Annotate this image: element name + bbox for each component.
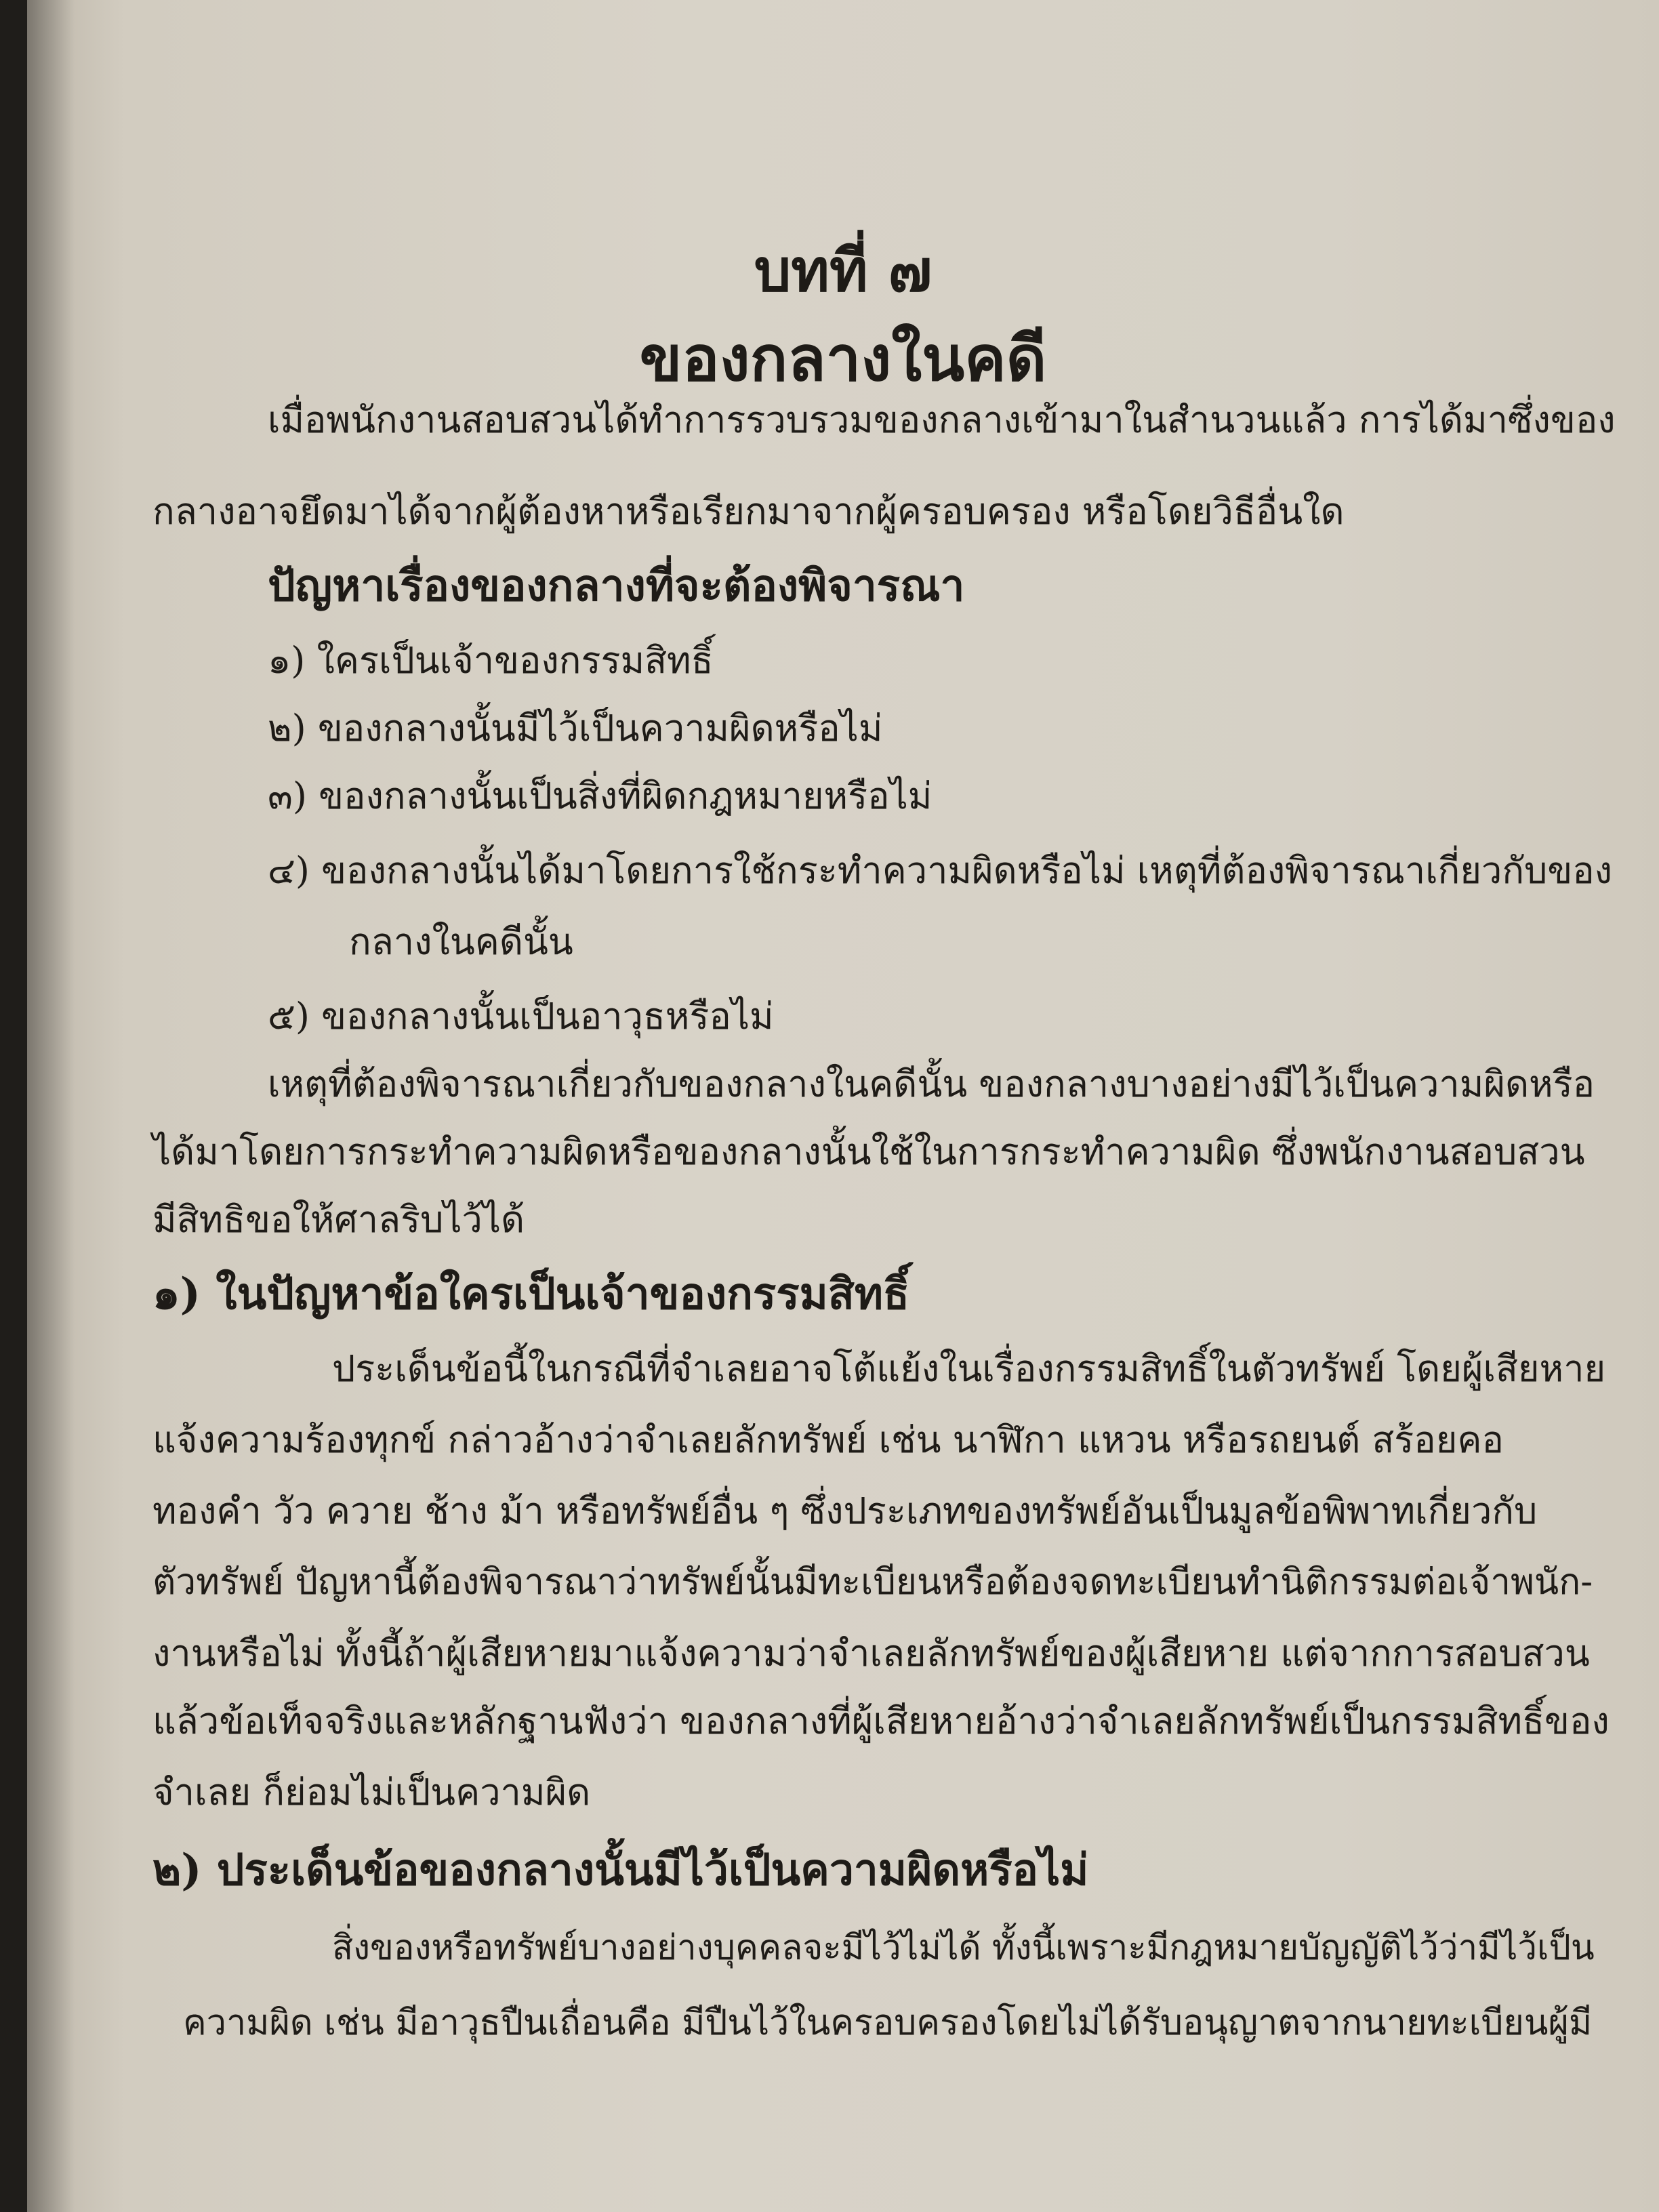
text-line: ตัวทรัพย์ ปัญหานี้ต้องพิจารณาว่าทรัพย์นั้นมีทะเบียนหรือต้องจดทะเบียนทำนิติกรรมต่อเจ้าพนัก- bbox=[152, 1561, 1593, 1603]
text-line: จำเลย ก็ย่อมไม่เป็นความผิด bbox=[152, 1771, 591, 1814]
list-item-continuation: กลางในคดีนั้น bbox=[349, 920, 573, 963]
list-item: ๕) ของกลางนั้นเป็นอาวุธหรือไม่ bbox=[268, 995, 774, 1038]
text-line: สิ่งของหรือทรัพย์บางอย่างบุคคลจะมีไว้ไม่ได้ ทั้งนี้เพราะมีกฎหมายบัญญัติไว้ว่ามีไว้เป็น bbox=[332, 1928, 1595, 1968]
chapter-title: ของกลางในคดี bbox=[639, 322, 1047, 395]
list-item: ๒) ของกลางนั้นมีไว้เป็นความผิดหรือไม่ bbox=[268, 707, 883, 750]
text-line: ประเด็นข้อนี้ในกรณีที่จำเลยอาจโต้แย้งในเรื่องกรรมสิทธิ์ในตัวทรัพย์ โดยผู้เสียหาย bbox=[332, 1347, 1606, 1390]
text-line: กลางอาจยึดมาได้จากผู้ต้องหาหรือเรียกมาจากผู้ครอบครอง หรือโดยวิธีอื่นใด bbox=[152, 490, 1345, 533]
text-line: ได้มาโดยการกระทำความผิดหรือของกลางนั้นใช้ในการกระทำความผิด ซึ่งพนักงานสอบสวน bbox=[152, 1130, 1585, 1173]
text-line: งานหรือไม่ ทั้งนี้ถ้าผู้เสียหายมาแจ้งความว่าจำเลยลักทรัพย์ของผู้เสียหาย แต่จากการสอบสวน bbox=[152, 1632, 1590, 1675]
section-heading: ๑) ในปัญหาข้อใครเป็นเจ้าของกรรมสิทธิ์ bbox=[152, 1269, 910, 1319]
text-line: แล้วข้อเท็จจริงและหลักฐานฟังว่า ของกลางที่ผู้เสียหายอ้างว่าจำเลยลักทรัพย์เป็นกรรมสิทธิ์ของ bbox=[152, 1700, 1610, 1742]
text-line: ความผิด เช่น มีอาวุธปืนเถื่อนคือ มีปืนไว้ในครอบครองโดยไม่ได้รับอนุญาตจากนายทะเบียนผู้มี bbox=[183, 2003, 1593, 2043]
section-heading: ปัญหาเรื่องของกลางที่จะต้องพิจารณา bbox=[268, 560, 965, 611]
section-heading: ๒) ประเด็นข้อของกลางนั้นมีไว้เป็นความผิดหรือไม่ bbox=[152, 1845, 1089, 1896]
list-item: ๓) ของกลางนั้นเป็นสิ่งที่ผิดกฎหมายหรือไม่ bbox=[268, 775, 933, 817]
text-line: เหตุที่ต้องพิจารณาเกี่ยวกับของกลางในคดีนั้น ของกลางบางอย่างมีไว้เป็นความผิดหรือ bbox=[268, 1063, 1595, 1105]
text-line: มีสิทธิขอให้ศาลริบไว้ได้ bbox=[152, 1198, 525, 1241]
book-page bbox=[27, 0, 1659, 2212]
list-item: ๑) ใครเป็นเจ้าของกรรมสิทธิ์ bbox=[268, 639, 714, 682]
text-line: แจ้งความร้องทุกข์ กล่าวอ้างว่าจำเลยลักทรัพย์ เช่น นาฬิกา แหวน หรือรถยนต์ สร้อยคอ bbox=[152, 1418, 1504, 1461]
list-item: ๔) ของกลางนั้นได้มาโดยการใช้กระทำความผิดหรือไม่ เหตุที่ต้องพิจารณาเกี่ยวกับของ bbox=[268, 849, 1613, 892]
text-line: ทองคำ วัว ควาย ช้าง ม้า หรือทรัพย์อื่น ๆ ซึ่งประเภทของทรัพย์อันเป็นมูลข้อพิพาทเกี่ยวกับ bbox=[152, 1490, 1538, 1532]
chapter-number: บทที่ ๗ bbox=[754, 237, 933, 305]
text-line: เมื่อพนักงานสอบสวนได้ทำการรวบรวมของกลางเข้ามาในสำนวนแล้ว การได้มาซึ่งของ bbox=[268, 398, 1616, 441]
